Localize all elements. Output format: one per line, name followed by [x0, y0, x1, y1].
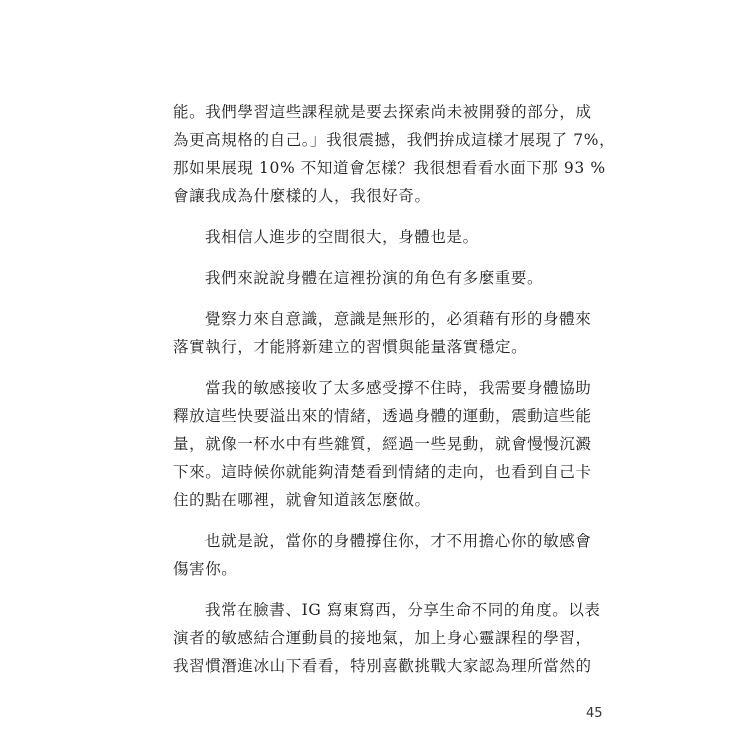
paragraph [173, 98, 616, 210]
text-line: 我們來說說身體在這裡扮演的角色有多麼重要。 [205, 269, 544, 287]
text-line: 我習慣潛進冰山下看看，特別喜歡挑戰大家認為理所當然的 [173, 657, 592, 675]
paragraph [173, 596, 601, 680]
text-line: 也就是說，當你的身體撐住你，才不用擔心你的敏感會 [205, 532, 592, 550]
body-text [173, 98, 616, 693]
text-line: 我相信人進步的空間很大，身體也是。 [205, 228, 479, 246]
paragraph [173, 527, 593, 583]
paragraph [173, 264, 593, 292]
paragraph [173, 305, 593, 361]
text-line: 演者的敏感結合運動員的接地氣，加上身心靈課程的學習， [173, 629, 592, 647]
page-number: 45 [586, 706, 603, 721]
text-line: 量，就像一杯水中有些雜質，經過一些晃動，就會慢慢沉澱 [173, 435, 592, 453]
text-line: 能。我們學習這些課程就是要去探索尚未被開發的部分，成 [173, 103, 592, 121]
text-line: 釋放這些快要溢出來的情緒，透過身體的運動，震動這些能 [173, 407, 592, 425]
paragraph [173, 374, 593, 514]
text-line: 會讓我成為什麼樣的人，我很好奇。 [173, 187, 431, 205]
text-line: 當我的敏感接收了太多感受撐不住時，我需要身體協助 [205, 379, 592, 397]
text-line: 我常在臉書、IG 寫東寫西，分享生命不同的角度。以表 [205, 601, 601, 619]
text-line: 下來。這時候你就能夠清楚看到情緒的走向，也看到自己卡 [173, 463, 592, 481]
text-line: 覺察力來自意識，意識是無形的，必須藉有形的身體來 [205, 310, 592, 328]
text-line: 那如果展現 10% 不知道會怎樣？我很想看看水面下那 93 % [173, 159, 606, 177]
text-line: 住的點在哪裡，就會知道該怎麼做。 [173, 491, 431, 509]
text-line: 落實執行，才能將新建立的習慣與能量落實穩定。 [173, 338, 528, 356]
paragraph [173, 223, 593, 251]
text-line: 為更高規格的自己。」我很震撼，我們拚成這樣才展現了 7%， [173, 131, 616, 149]
text-line: 傷害你。 [173, 560, 238, 578]
